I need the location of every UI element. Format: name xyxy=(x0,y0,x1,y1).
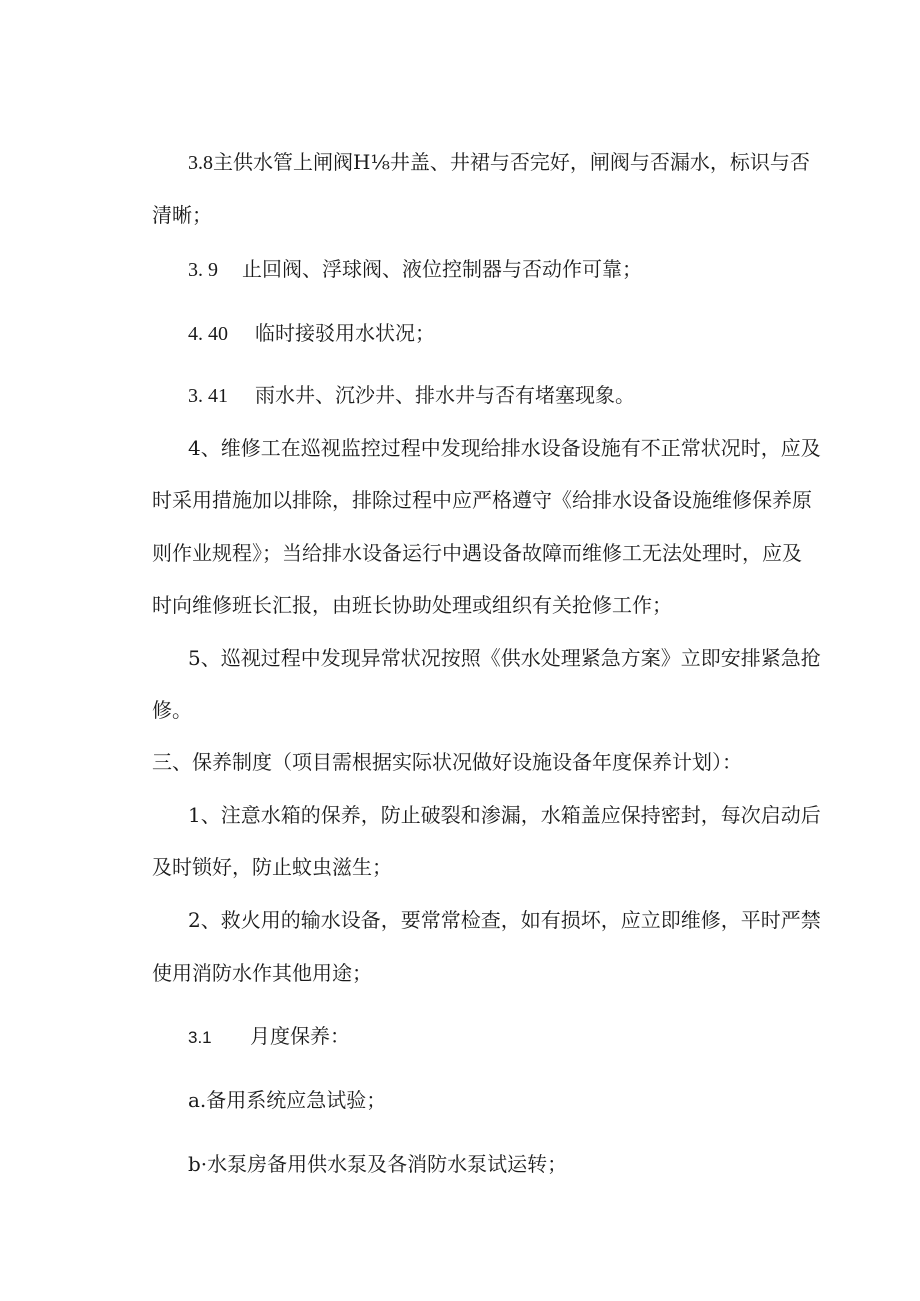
paragraph-5-line-2 xyxy=(152,696,192,724)
line-text: 2、救火用的输水设备，要常常检查，如有损坏，应立即维修，平时严禁 xyxy=(188,908,821,932)
item-number: 3.8 xyxy=(188,152,213,174)
list-item-b xyxy=(188,1150,567,1178)
paragraph-5-line-1 xyxy=(188,644,821,672)
line-text: 清晰； xyxy=(152,203,212,227)
heading-text: 三、保养制度（项目需根据实际状况做好设施设备年度保养计划）： xyxy=(152,750,742,774)
list-item-a xyxy=(188,1086,386,1114)
item-number: 3.1 xyxy=(188,1028,212,1047)
text-line-continuation xyxy=(152,201,212,229)
line-text: 临时接驳用水状况； xyxy=(255,321,435,345)
line-text: 则作业规程》；当给排水设备运行中遇设备故障而维修工无法处理时，应及 xyxy=(152,541,802,565)
line-text: a.备用系统应急试验； xyxy=(188,1088,387,1112)
paragraph-2-line-1 xyxy=(188,906,821,934)
line-text: 5、巡视过程中发现异常状况按照《供水处理紧急方案》立即安排紧急抢 xyxy=(188,646,821,670)
line-text: 雨水井、沉沙井、排水井与否有堵塞现象。 xyxy=(255,383,635,407)
subheading-monthly-maintenance xyxy=(188,1022,350,1052)
line-text: 主供水管上闸阀H⅛井盖、井裙与否完好，闸阀与否漏水，标识与否 xyxy=(213,150,810,174)
text-line-3-9 xyxy=(188,255,642,284)
line-text: 使用消防水作其他用途； xyxy=(152,961,372,985)
paragraph-2-line-2 xyxy=(152,959,372,987)
item-number: 4. 40 xyxy=(188,323,228,345)
line-text: 时采用措施加以排除，排除过程中应严格遵守《给排水设备设施维修保养原 xyxy=(152,488,812,512)
line-text: 1、注意水箱的保养，防止破裂和渗漏，水箱盖应保持密封，每次启动后 xyxy=(188,803,821,827)
text-line-4-40 xyxy=(188,319,435,348)
item-number: 3. 9 xyxy=(188,259,218,281)
paragraph-1-line-2 xyxy=(152,853,392,881)
paragraph-4-line-2 xyxy=(152,486,812,514)
paragraph-4-line-1 xyxy=(188,434,821,462)
line-text: 修。 xyxy=(152,698,192,722)
text-line-3-8 xyxy=(188,148,810,177)
line-text: 时向维修班长汇报，由班长协助处理或组织有关抢修工作； xyxy=(152,593,672,617)
item-number: 3. 41 xyxy=(188,385,228,407)
heading-text: 月度保养： xyxy=(250,1024,350,1048)
section-heading-maintenance xyxy=(152,748,742,776)
line-text: 及时锁好，防止蚊虫滋生； xyxy=(152,855,392,879)
line-text: b·水泵房备用供水泵及各消防水泵试运转； xyxy=(188,1152,568,1176)
paragraph-1-line-1 xyxy=(188,801,821,829)
paragraph-4-line-4 xyxy=(152,591,672,619)
line-text: 止回阀、浮球阀、液位控制器与否动作可靠； xyxy=(242,257,642,281)
line-text: 4、维修工在巡视监控过程中发现给排水设备设施有不正常状况时，应及 xyxy=(188,436,821,460)
text-line-3-41 xyxy=(188,381,635,410)
paragraph-4-line-3 xyxy=(152,539,802,567)
